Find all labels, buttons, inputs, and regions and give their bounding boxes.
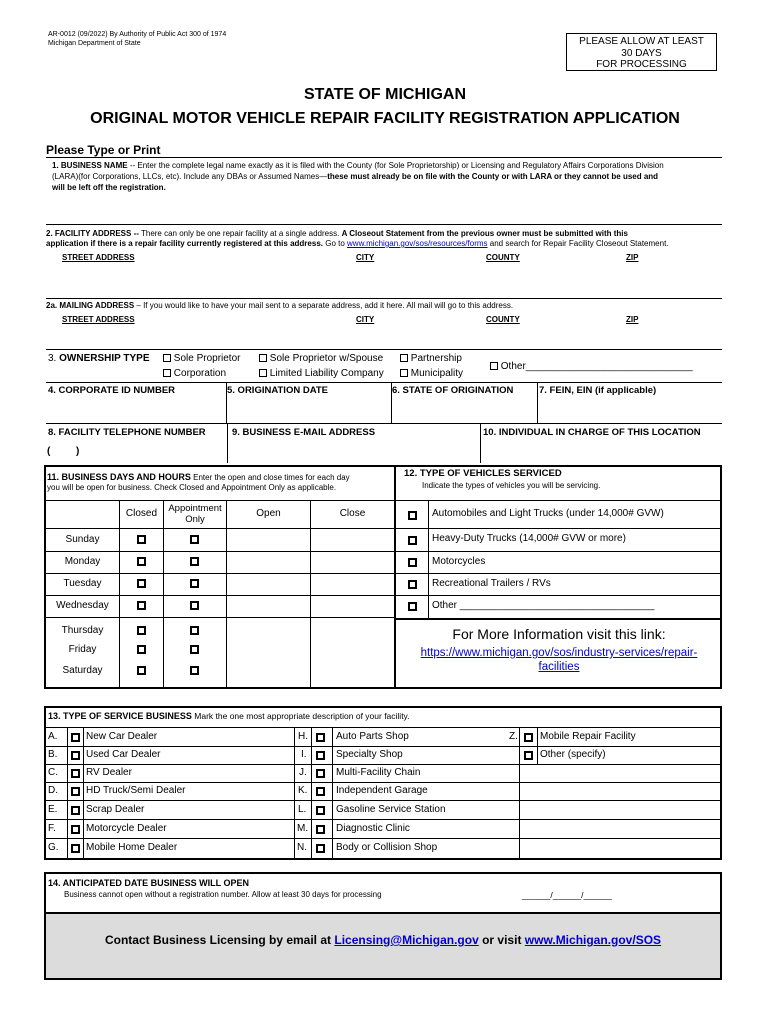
diagnostic-clinic-label: Diagnostic Clinic bbox=[336, 823, 410, 834]
mobile-repair-checkbox[interactable] bbox=[524, 733, 533, 742]
county-label: COUNTY bbox=[486, 253, 520, 262]
municipality-option[interactable] bbox=[400, 368, 463, 380]
other-ownership-checkbox[interactable] bbox=[490, 362, 498, 370]
gasoline-station-label: Gasoline Service Station bbox=[336, 804, 446, 815]
letter-n: N. bbox=[297, 842, 307, 853]
scrap-dealer-label: Scrap Dealer bbox=[86, 804, 145, 815]
mailing-zip-label: ZIP bbox=[626, 315, 639, 324]
friday-appointment-checkbox[interactable] bbox=[190, 645, 199, 654]
new-car-dealer-label: New Car Dealer bbox=[86, 731, 158, 742]
facility-address-section[interactable] bbox=[46, 226, 722, 296]
day-wednesday: Wednesday bbox=[56, 600, 109, 611]
business-hours-text-1: Enter the open and close times for each day bbox=[193, 473, 350, 482]
auto-parts-label: Auto Parts Shop bbox=[336, 731, 409, 742]
multi-facility-checkbox[interactable] bbox=[316, 769, 325, 778]
closed-column-header: Closed bbox=[125, 508, 158, 519]
business-name-text-3: will be left off the registration. bbox=[52, 183, 166, 192]
zip-label: ZIP bbox=[626, 253, 639, 262]
licensing-email-link[interactable]: Licensing@Michigan.gov bbox=[334, 933, 479, 947]
business-name-label: 1. BUSINESS NAME bbox=[52, 161, 128, 170]
tuesday-appointment-checkbox[interactable] bbox=[190, 579, 199, 588]
service-business-label: 13. TYPE OF SERVICE BUSINESS bbox=[48, 711, 192, 721]
business-hours-header bbox=[47, 472, 393, 493]
day-friday: Friday bbox=[68, 644, 97, 655]
recreational-checkbox[interactable] bbox=[408, 580, 417, 589]
letter-d: D. bbox=[48, 785, 58, 796]
appointment-column-header: Appointment Only bbox=[168, 503, 222, 525]
independent-garage-label: Independent Garage bbox=[336, 785, 428, 796]
business-hours-box bbox=[44, 465, 396, 689]
please-type-label: Please Type or Print bbox=[46, 143, 161, 157]
specialty-shop-label: Specialty Shop bbox=[336, 749, 403, 760]
mailing-address-label: 2a. MAILING ADDRESS bbox=[46, 301, 135, 310]
facility-address-text-1b: A Closeout Statement from the previous owner must be submitted with this bbox=[341, 229, 628, 238]
service-business-box bbox=[44, 706, 722, 860]
page-subtitle: ORIGINAL MOTOR VEHICLE REPAIR FACILITY REGISTRATION APPLICATION bbox=[90, 110, 680, 127]
open-date-text: Business cannot open without a registration number. Allow at least 30 days for processing bbox=[64, 890, 382, 899]
corporation-option[interactable] bbox=[163, 368, 226, 380]
corporation-checkbox[interactable] bbox=[163, 369, 171, 377]
sunday-closed-checkbox[interactable] bbox=[137, 535, 146, 544]
monday-closed-checkbox[interactable] bbox=[137, 557, 146, 566]
mobile-home-dealer-checkbox[interactable] bbox=[71, 844, 80, 853]
repair-facilities-link-line-1[interactable]: https://www.michigan.gov/sos/industry-services/repair- bbox=[420, 647, 698, 659]
corporate-id-field[interactable]: 4. CORPORATE ID NUMBER bbox=[48, 385, 176, 396]
saturday-closed-checkbox[interactable] bbox=[137, 666, 146, 675]
letter-i: I. bbox=[301, 749, 307, 760]
business-name-text-2: (LARA)(for Corporations, LLCs, etc). Include any DBAs or Assumed Names— bbox=[52, 172, 328, 181]
open-column-header: Open bbox=[256, 508, 281, 519]
sos-website-link[interactable]: www.Michigan.gov/SOS bbox=[524, 933, 662, 947]
motorcycles-checkbox[interactable] bbox=[408, 558, 417, 567]
letter-f: F. bbox=[48, 823, 56, 834]
facility-address-text-2b: Go to bbox=[325, 239, 345, 248]
open-date-input[interactable]: ______/______/______ bbox=[522, 890, 612, 900]
municipality-label: Municipality bbox=[410, 368, 464, 379]
heavy-duty-checkbox[interactable] bbox=[408, 536, 417, 545]
scrap-dealer-checkbox[interactable] bbox=[71, 806, 80, 815]
facility-address-text-2c: and search for Repair Facility Closeout Statement. bbox=[489, 239, 669, 248]
other-service-label: Other (specify) bbox=[540, 749, 606, 760]
letter-l: L. bbox=[298, 804, 307, 815]
corporation-label: Corporation bbox=[173, 368, 227, 379]
facility-address-text-2: application if there is a repair facility currently registered at this address. bbox=[46, 239, 323, 248]
contact-footer bbox=[44, 914, 722, 980]
tuesday-closed-checkbox[interactable] bbox=[137, 579, 146, 588]
diagnostic-clinic-checkbox[interactable] bbox=[316, 825, 325, 834]
business-hours-text-2: you will be open for business. Check Closed and Appointment Only as applicable. bbox=[47, 483, 337, 492]
ownership-number: 3. bbox=[48, 353, 57, 364]
sole-spouse-checkbox[interactable] bbox=[259, 354, 267, 362]
ownership-type-heading bbox=[48, 353, 150, 365]
repair-facilities-link[interactable] bbox=[396, 646, 722, 674]
used-car-dealer-checkbox[interactable] bbox=[71, 751, 80, 760]
municipality-checkbox[interactable] bbox=[400, 369, 408, 377]
motorcycle-dealer-label: Motorcycle Dealer bbox=[86, 823, 167, 834]
specialty-shop-checkbox[interactable] bbox=[316, 751, 325, 760]
saturday-appointment-checkbox[interactable] bbox=[190, 666, 199, 675]
letter-j: J. bbox=[299, 767, 307, 778]
repair-facilities-link-line-2[interactable]: facilities bbox=[538, 661, 580, 673]
partnership-option[interactable] bbox=[400, 353, 462, 365]
telephone-field[interactable]: 8. FACILITY TELEPHONE NUMBER bbox=[48, 427, 206, 438]
sunday-appointment-checkbox[interactable] bbox=[190, 535, 199, 544]
vehicles-serviced-label: 12. TYPE OF VEHICLES SERVICED bbox=[404, 468, 562, 479]
heavy-duty-label: Heavy-Duty Trucks (14,000# GVW or more) bbox=[432, 533, 626, 544]
automobiles-label: Automobiles and Light Trucks (under 14,000# GVW) bbox=[432, 508, 664, 519]
sole-proprietor-label: Sole Proprietor bbox=[173, 353, 241, 364]
partnership-checkbox[interactable] bbox=[400, 354, 408, 362]
facility-address-label: 2. FACILITY ADDRESS -- bbox=[46, 229, 139, 238]
notice-line-1: PLEASE ALLOW AT LEAST bbox=[579, 36, 704, 47]
letter-a: A. bbox=[48, 731, 58, 742]
phone-paren-open: ( bbox=[47, 446, 51, 457]
vehicles-serviced-text: Indicate the types of vehicles you will be servicing. bbox=[422, 481, 601, 490]
multi-facility-label: Multi-Facility Chain bbox=[336, 767, 421, 778]
other-ownership-label: Other______________________________ bbox=[500, 361, 693, 372]
business-name-section[interactable] bbox=[46, 159, 722, 223]
mobile-repair-label: Mobile Repair Facility bbox=[540, 731, 636, 742]
rv-dealer-checkbox[interactable] bbox=[71, 769, 80, 778]
automobiles-checkbox[interactable] bbox=[408, 511, 417, 520]
contact-line bbox=[44, 933, 722, 947]
used-car-dealer-label: Used Car Dealer bbox=[86, 749, 161, 760]
business-name-text-2b: these must already be on file with the County or with LARA or they cannot be used and bbox=[327, 172, 659, 181]
contact-text-1: Contact Business Licensing by email at bbox=[104, 933, 332, 947]
motorcycle-dealer-checkbox[interactable] bbox=[71, 825, 80, 834]
service-business-text: Mark the one most appropriate description of your facility. bbox=[194, 711, 410, 721]
fein-field[interactable]: 7. FEIN, EIN (if applicable) bbox=[539, 385, 657, 396]
contact-text-2: or visit bbox=[482, 933, 522, 947]
letter-h: H. bbox=[298, 731, 308, 742]
rv-dealer-label: RV Dealer bbox=[86, 767, 132, 778]
sole-proprietor-option[interactable] bbox=[163, 353, 240, 365]
mailing-street-label: STREET ADDRESS bbox=[62, 315, 135, 324]
letter-b: B. bbox=[48, 749, 58, 760]
day-monday: Monday bbox=[64, 556, 101, 567]
street-address-label: STREET ADDRESS bbox=[62, 253, 135, 262]
mailing-county-label: COUNTY bbox=[486, 315, 520, 324]
department-name: Michigan Department of State bbox=[48, 40, 141, 47]
letter-k: K. bbox=[298, 785, 308, 796]
service-business-header bbox=[48, 711, 410, 721]
ownership-label: OWNERSHIP TYPE bbox=[59, 353, 150, 364]
other-ownership-option[interactable] bbox=[490, 361, 693, 373]
forms-link[interactable]: www.michigan.gov/sos/resources/forms bbox=[347, 239, 488, 248]
body-collision-checkbox[interactable] bbox=[316, 844, 325, 853]
letter-c: C. bbox=[48, 767, 58, 778]
other-vehicle-checkbox[interactable] bbox=[408, 602, 417, 611]
state-of-origination-field[interactable]: 6. STATE OF ORIGINATION bbox=[392, 385, 514, 396]
independent-garage-checkbox[interactable] bbox=[316, 787, 325, 796]
facility-address-text-1: There can only be one repair facility at a single address. bbox=[140, 229, 340, 238]
other-service-checkbox[interactable] bbox=[524, 751, 533, 760]
monday-appointment-checkbox[interactable] bbox=[190, 557, 199, 566]
partnership-label: Partnership bbox=[410, 353, 462, 364]
wednesday-closed-checkbox[interactable] bbox=[137, 601, 146, 610]
gasoline-station-checkbox[interactable] bbox=[316, 806, 325, 815]
letter-m: M. bbox=[297, 823, 309, 834]
thursday-appointment-checkbox[interactable] bbox=[190, 626, 199, 635]
recreational-label: Recreational Trailers / RVs bbox=[432, 578, 551, 589]
city-label: CITY bbox=[356, 253, 375, 262]
day-saturday: Saturday bbox=[62, 665, 103, 676]
new-car-dealer-checkbox[interactable] bbox=[71, 733, 80, 742]
mailing-address-text: – If you would like to have your mail sent to a separate address, add it here. All mail will go to this address. bbox=[136, 301, 514, 310]
wednesday-appointment-checkbox[interactable] bbox=[190, 601, 199, 610]
mailing-address-section[interactable] bbox=[46, 300, 722, 348]
letter-g: G. bbox=[48, 842, 59, 853]
sole-spouse-option[interactable] bbox=[259, 353, 383, 365]
hd-truck-dealer-label: HD Truck/Semi Dealer bbox=[86, 785, 186, 796]
thursday-closed-checkbox[interactable] bbox=[137, 626, 146, 635]
motorcycles-label: Motorcycles bbox=[432, 556, 486, 567]
other-vehicle-label: Other ___________________________________ bbox=[432, 600, 655, 611]
notice-line-2: 30 DAYS bbox=[621, 47, 662, 59]
sole-spouse-label: Sole Proprietor w/Spouse bbox=[269, 353, 384, 364]
more-info-heading: For More Information visit this link: bbox=[452, 626, 666, 642]
day-thursday: Thursday bbox=[61, 625, 104, 636]
llc-label: Limited Liability Company bbox=[269, 368, 384, 379]
letter-e: E. bbox=[48, 804, 58, 815]
individual-in-charge-field[interactable]: 10. INDIVIDUAL IN CHARGE OF THIS LOCATION bbox=[483, 427, 701, 438]
phone-paren-close: ) bbox=[76, 446, 80, 457]
mailing-city-label: CITY bbox=[356, 315, 375, 324]
letter-z: Z. bbox=[509, 731, 518, 742]
hd-truck-dealer-checkbox[interactable] bbox=[71, 787, 80, 796]
form-id: AR-0012 (09/2022) By Authority of Public Act 300 of 1974 bbox=[48, 31, 227, 38]
body-collision-label: Body or Collision Shop bbox=[336, 842, 438, 853]
llc-checkbox[interactable] bbox=[259, 369, 267, 377]
origination-date-field[interactable]: 5. ORIGINATION DATE bbox=[227, 385, 328, 396]
business-name-text-1: -- Enter the complete legal name exactly as it is filed with the County (for Sole Proprietorship) or Licensing and Regulatory Affairs Corporations Division bbox=[129, 161, 664, 170]
llc-option[interactable] bbox=[259, 368, 384, 380]
day-tuesday: Tuesday bbox=[63, 578, 102, 589]
close-column-header: Close bbox=[339, 508, 366, 519]
open-date-label: 14. ANTICIPATED DATE BUSINESS WILL OPEN bbox=[48, 878, 250, 888]
email-field[interactable]: 9. BUSINESS E-MAIL ADDRESS bbox=[232, 427, 376, 438]
business-hours-label: 11. BUSINESS DAYS AND HOURS bbox=[47, 472, 191, 482]
notice-line-3: FOR PROCESSING bbox=[596, 59, 687, 70]
day-sunday: Sunday bbox=[65, 534, 100, 545]
auto-parts-checkbox[interactable] bbox=[316, 733, 325, 742]
friday-closed-checkbox[interactable] bbox=[137, 645, 146, 654]
page-title: STATE OF MICHIGAN bbox=[303, 86, 467, 103]
mobile-home-dealer-label: Mobile Home Dealer bbox=[86, 842, 178, 853]
sole-proprietor-checkbox[interactable] bbox=[163, 354, 171, 362]
processing-notice bbox=[566, 33, 717, 71]
